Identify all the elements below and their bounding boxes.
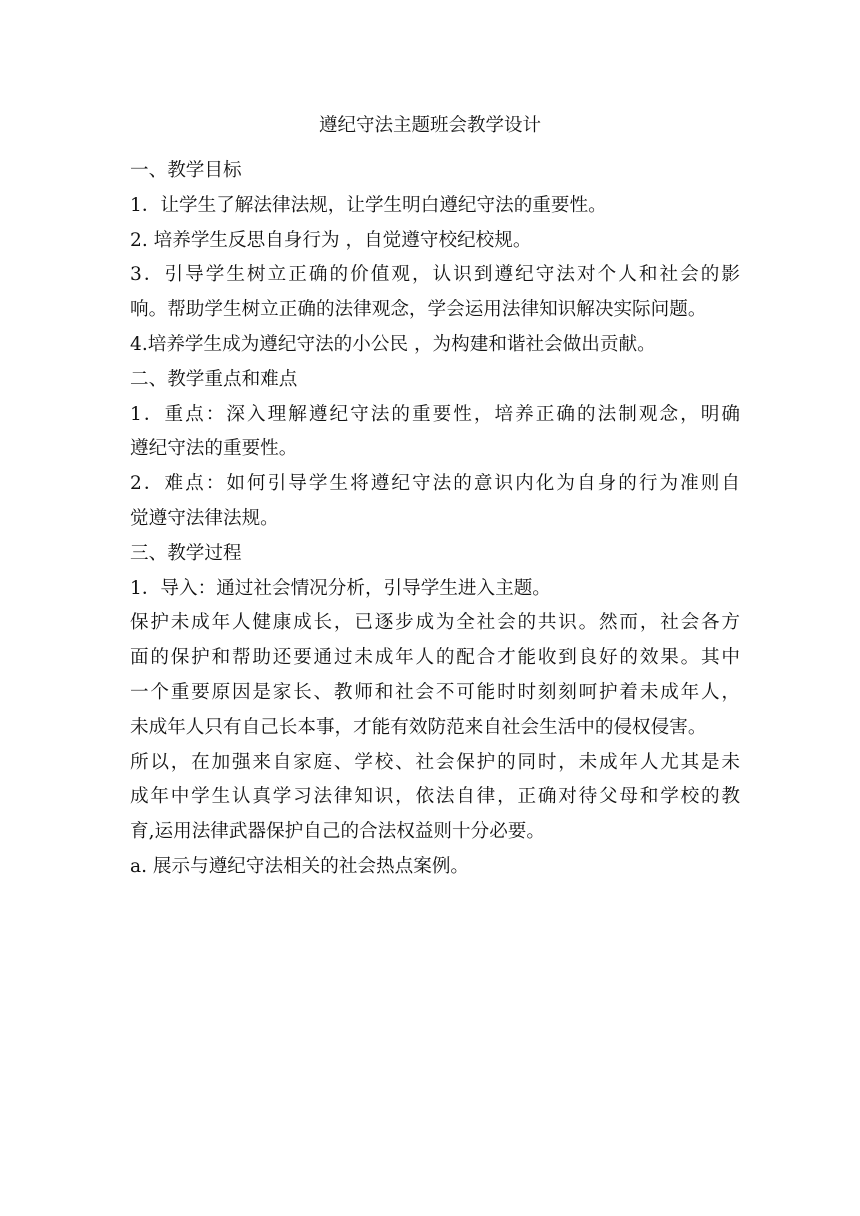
document-body [130, 154, 740, 885]
process-step-a: a. 展示与遵纪守法相关的社会热点案例。 [130, 855, 470, 877]
objective-item-3-line-1: 3．引导学生树立正确的价值观，认识到遵纪守法对个人和社会的影 [130, 264, 740, 286]
section-heading-process: 三、教学过程 [130, 542, 242, 564]
paragraph-line-7: 育,运用法律武器保护自己的合法权益则十分必要。 [130, 821, 545, 843]
process-intro: 1．导入：通过社会情况分析，引导学生进入主题。 [130, 577, 551, 599]
difficulty-line-2: 觉遵守法律法规。 [130, 507, 279, 529]
objective-item-4: 4.培养学生成为遵纪守法的小公民 ，为构建和谐社会做出贡献。 [130, 333, 656, 355]
key-point-line-2: 遵纪守法的重要性。 [130, 438, 298, 460]
paragraph-line-5: 所以，在加强来自家庭、学校、社会保护的同时，未成年人尤其是未 [130, 751, 740, 773]
objective-item-2: 2. 培养学生反思自身行为 ，自觉遵守校纪校规。 [130, 229, 532, 251]
paragraph-line-6: 成年中学生认真学习法律知识，依法自律，正确对待父母和学校的教 [130, 786, 740, 808]
difficulty-line-1: 2．难点：如何引导学生将遵纪守法的意识内化为自身的行为准则自 [130, 473, 740, 495]
section-heading-key-points: 二、教学重点和难点 [130, 368, 298, 390]
paragraph-line-1: 保护未成年人健康成长，已逐步成为全社会的共识。然而，社会各方 [130, 612, 740, 634]
section-heading-objectives: 一、教学目标 [130, 160, 242, 181]
paragraph-line-2: 面的保护和帮助还要通过未成年人的配合才能收到良好的效果。其中 [130, 647, 740, 669]
paragraph-line-3: 一个重要原因是家长、教师和社会不可能时时刻刻呵护着未成年人， [130, 681, 740, 703]
objective-item-3-line-2: 响。帮助学生树立正确的法律观念，学会运用法律知识解决实际问题。 [130, 299, 707, 321]
document-title: 遵纪守法主题班会教学设计 [318, 115, 541, 136]
objective-item-1: 1．让学生了解法律法规，让学生明白遵纪守法的重要性。 [130, 194, 607, 216]
key-point-line-1: 1．重点：深入理解遵纪守法的重要性，培养正确的法制观念，明确 [130, 403, 740, 425]
paragraph-line-4: 未成年人只有自己长本事，才能有效防范来自社会生活中的侵权侵害。 [130, 716, 707, 738]
